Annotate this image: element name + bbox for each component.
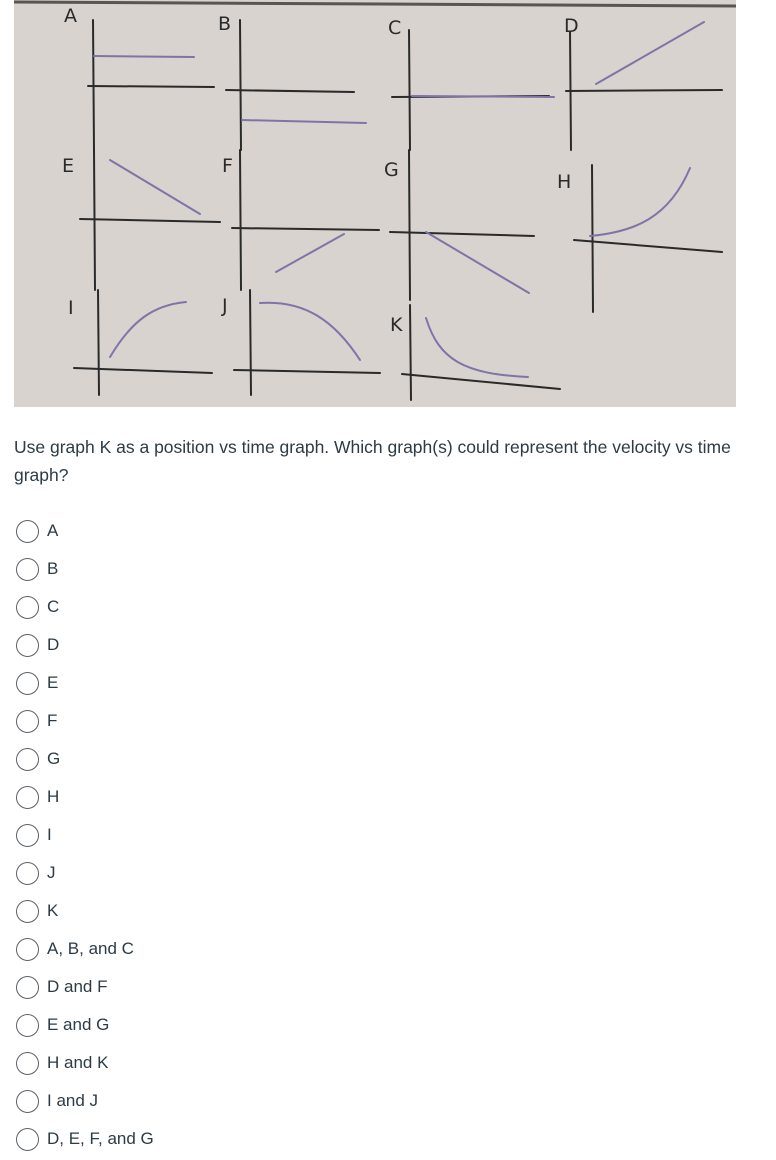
radio-button[interactable] [16, 900, 39, 923]
radio-button[interactable] [16, 1014, 39, 1037]
answer-option[interactable] [16, 1082, 154, 1120]
answer-option[interactable] [16, 626, 154, 664]
graph-letter-b: B [218, 13, 232, 35]
answer-option[interactable] [16, 892, 154, 930]
graph-c-line [412, 96, 554, 97]
graph-h-y-axis [592, 165, 593, 312]
answer-option[interactable] [16, 854, 154, 892]
answer-option[interactable] [16, 1044, 154, 1082]
graph-letter-c: C [388, 17, 402, 39]
question-text: Use graph K as a position vs time graph. Which graph(s) could represent the velocity vs time graph? [14, 437, 731, 485]
graph-g-x-axis [390, 232, 534, 236]
radio-button[interactable] [16, 672, 39, 695]
option-label: C [47, 597, 60, 616]
option-label: G [47, 749, 61, 768]
radio-button[interactable] [16, 520, 39, 543]
graph-b-line [242, 120, 366, 123]
option-label: H and K [47, 1053, 109, 1072]
radio-button[interactable] [16, 1052, 39, 1075]
graphs-sketch [14, 0, 736, 407]
graph-i-y-axis [98, 290, 99, 395]
graph-k-curve [426, 318, 528, 377]
answer-option[interactable] [16, 702, 154, 740]
radio-button[interactable] [16, 824, 39, 847]
answer-option[interactable] [16, 930, 154, 968]
graph-a-x-axis [88, 86, 214, 87]
answer-option[interactable] [16, 512, 154, 550]
option-label: H [47, 787, 60, 806]
graph-e-line [110, 160, 200, 214]
radio-button[interactable] [16, 1128, 39, 1151]
graph-j-curve [260, 303, 360, 360]
graph-h-x-axis [574, 240, 722, 252]
graph-i-curve [110, 302, 186, 357]
answer-option[interactable] [16, 664, 154, 702]
graph-i-x-axis [74, 368, 212, 373]
graph-letter-f: F [222, 155, 233, 177]
graph-letter-k: K [390, 314, 403, 336]
graph-f-line [276, 234, 344, 272]
radio-button[interactable] [16, 558, 39, 581]
answer-option[interactable] [16, 1120, 154, 1158]
option-label: A, B, and C [47, 939, 134, 958]
graph-letter-d: D [564, 15, 579, 37]
option-label: E and G [47, 1015, 110, 1034]
option-label: D, E, F, and G [47, 1129, 154, 1148]
graph-c-y-axis [409, 30, 410, 150]
option-label: J [47, 863, 56, 882]
answer-option[interactable] [16, 550, 154, 588]
radio-button[interactable] [16, 976, 39, 999]
graph-letter-j: J [222, 295, 228, 317]
graph-d-line [596, 22, 704, 84]
option-label: A [47, 521, 59, 540]
radio-button[interactable] [16, 862, 39, 885]
option-label: F [47, 711, 58, 730]
graph-f-x-axis [232, 228, 379, 230]
graph-letter-e: E [62, 155, 75, 177]
option-label: D and F [47, 977, 108, 996]
graph-d-x-axis [566, 90, 722, 91]
option-label: E [47, 673, 59, 692]
radio-button[interactable] [16, 1090, 39, 1113]
option-label: D [47, 635, 60, 654]
board-frame-top [14, 2, 736, 6]
option-label: I [47, 825, 52, 844]
graph-letter-g: G [384, 159, 399, 181]
graph-letter-i: I [68, 297, 74, 319]
graph-letter-a: A [64, 5, 77, 27]
graph-letters [62, 5, 579, 336]
graph-f-y-axis [240, 150, 241, 290]
graph-g-line [426, 232, 529, 293]
answer-option[interactable] [16, 1006, 154, 1044]
radio-button[interactable] [16, 710, 39, 733]
answer-option[interactable] [16, 968, 154, 1006]
graph-j-x-axis [234, 370, 380, 373]
graph-a-y-axis [93, 20, 94, 150]
graph-letter-h: H [557, 171, 572, 193]
radio-button[interactable] [16, 938, 39, 961]
graph-k-y-axis [410, 305, 411, 400]
whiteboard-photo [14, 0, 736, 407]
graph-g-y-axis [409, 150, 410, 300]
graph-b-x-axis [226, 90, 354, 92]
graph-h-curve [590, 168, 690, 236]
radio-button[interactable] [16, 596, 39, 619]
graph-k-x-axis [402, 374, 560, 389]
graph-e-x-axis [80, 219, 220, 222]
answer-option[interactable] [16, 778, 154, 816]
answer-options [16, 512, 154, 1158]
radio-button[interactable] [16, 786, 39, 809]
option-label: K [47, 901, 59, 920]
answer-option[interactable] [16, 588, 154, 626]
radio-button[interactable] [16, 748, 39, 771]
graph-a-line [94, 56, 194, 57]
graph-j-y-axis [250, 290, 251, 395]
answer-option[interactable] [16, 740, 154, 778]
option-label: I and J [47, 1091, 99, 1110]
option-label: B [47, 559, 59, 578]
radio-button[interactable] [16, 634, 39, 657]
graph-b-y-axis [240, 20, 241, 150]
answer-option[interactable] [16, 816, 154, 854]
